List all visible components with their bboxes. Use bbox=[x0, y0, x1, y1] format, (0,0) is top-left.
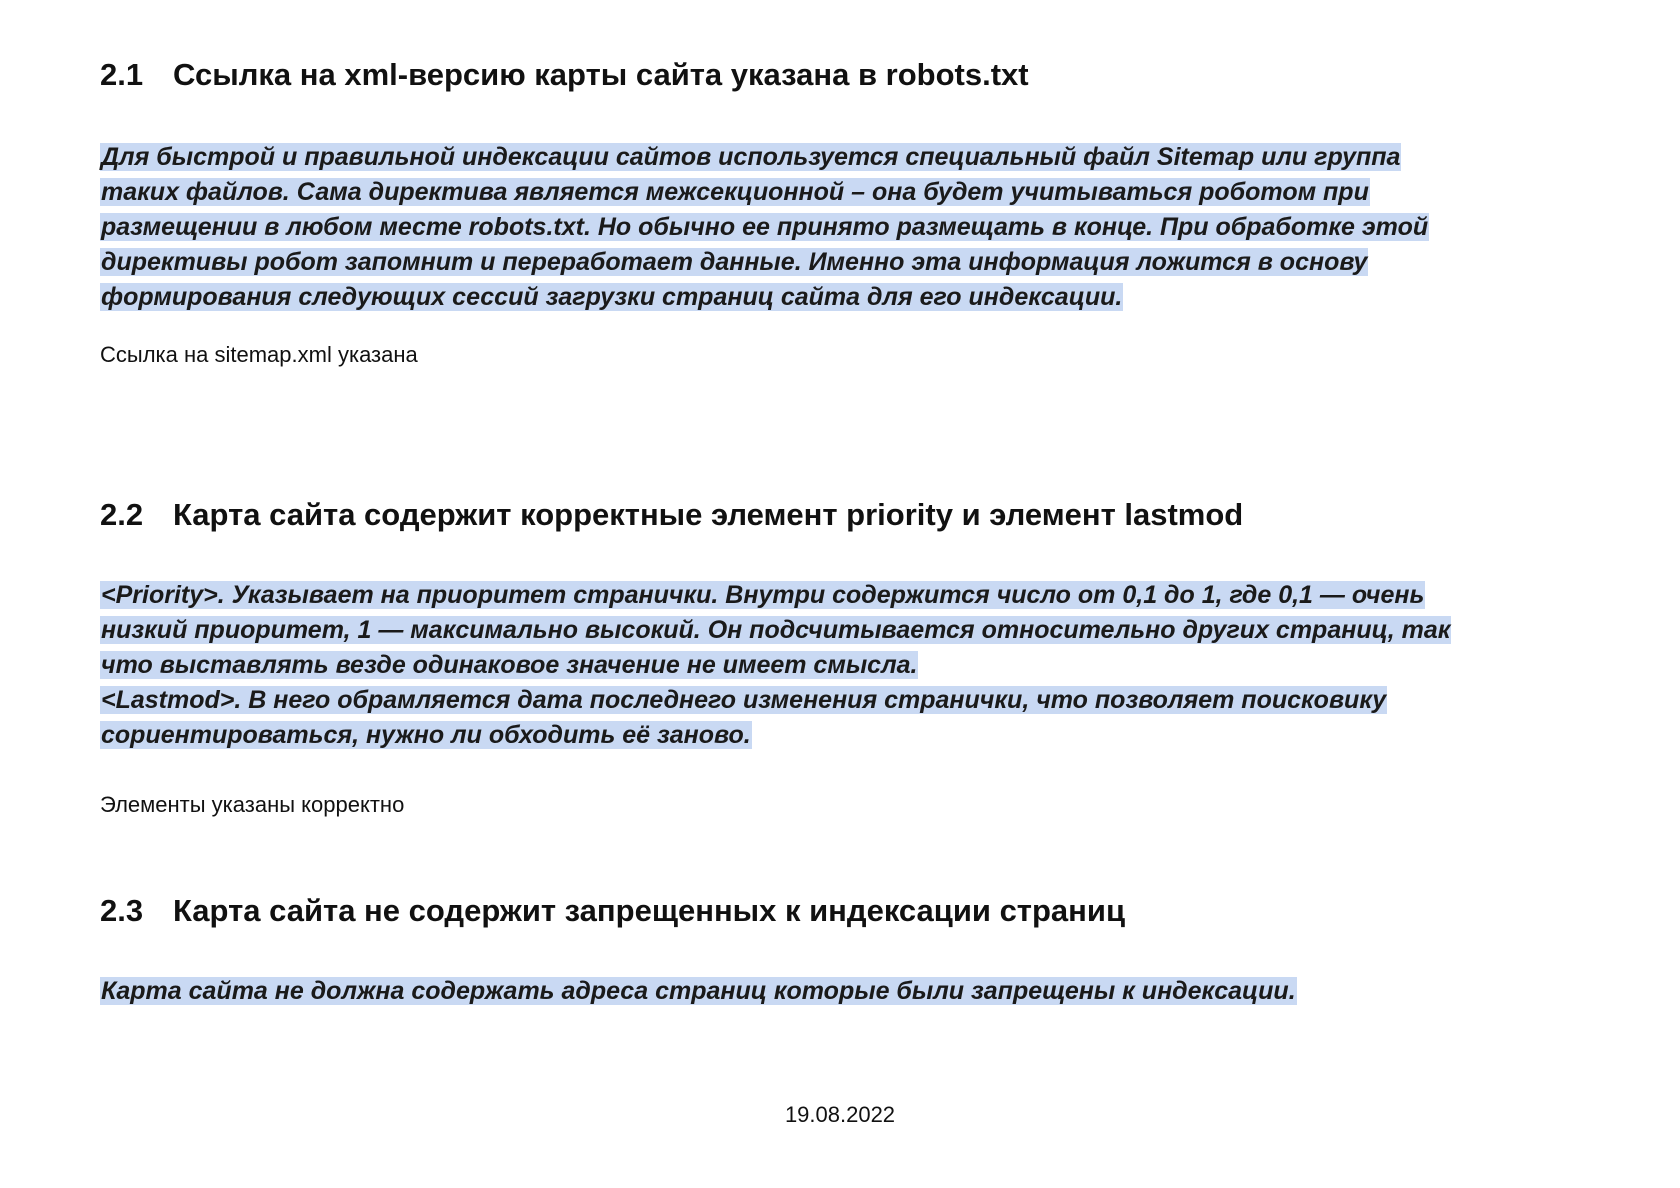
highlighted-paragraph bbox=[100, 974, 1297, 1009]
highlight-line: <Priority>. Указывает на приоритет странички. Внутри содержится число от 0,1 до 1, где 0,1 — очень bbox=[101, 581, 1425, 609]
section-number: 2.2 bbox=[100, 497, 144, 532]
result-note: Элементы указаны корректно bbox=[100, 792, 405, 817]
highlight-line: директивы робот запомнит и переработает данные. Именно эта информация ложится в основу bbox=[101, 248, 1368, 276]
section-number: 2.3 bbox=[100, 893, 144, 928]
highlight-line: формирования следующих сессий загрузки страниц сайта для его индексации. bbox=[101, 283, 1123, 311]
highlighted-paragraph bbox=[100, 140, 1429, 315]
highlight-line: размещении в любом месте robots.txt. Но обычно ее принято размещать в конце. При обработке этой bbox=[101, 213, 1429, 241]
highlight-line: <Lastmod>. В него обрамляется дата последнего изменения странички, что позволяет поисковику bbox=[101, 686, 1387, 714]
section-heading bbox=[100, 56, 1560, 93]
highlight-line: сориентироваться, нужно ли обходить её заново. bbox=[101, 721, 751, 749]
section-2-2 bbox=[100, 496, 1560, 817]
section-2-3 bbox=[100, 892, 1560, 1005]
result-note: Ссылка на sitemap.xml указана bbox=[100, 342, 418, 367]
section-title: Карта сайта содержит корректные элемент priority и элемент lastmod bbox=[173, 497, 1244, 532]
highlight-line: Для быстрой и правильной индексации сайтов используется специальный файл Sitemap или группа bbox=[101, 143, 1401, 171]
section-heading bbox=[100, 496, 1560, 533]
highlight-line: что выставлять везде одинаковое значение не имеет смысла. bbox=[101, 651, 918, 679]
highlight-line: Карта сайта не должна содержать адреса страниц которые были запрещены к индексации. bbox=[101, 977, 1296, 1005]
highlighted-paragraph bbox=[100, 578, 1451, 753]
section-number: 2.1 bbox=[100, 57, 144, 92]
section-heading bbox=[100, 892, 1560, 929]
section-title: Карта сайта не содержит запрещенных к индексации страниц bbox=[173, 893, 1126, 928]
highlight-line: низкий приоритет, 1 — максимально высокий. Он подсчитывается относительно других страниц, так bbox=[101, 616, 1451, 644]
section-2-1 bbox=[100, 56, 1560, 367]
footer-date: 19.08.2022 bbox=[784, 1102, 896, 1127]
highlight-line: таких файлов. Сама директива является межсекционной – она будет учитываться роботом при bbox=[101, 178, 1369, 206]
section-title: Ссылка на xml-версию карты сайта указана в robots.txt bbox=[173, 57, 1029, 92]
